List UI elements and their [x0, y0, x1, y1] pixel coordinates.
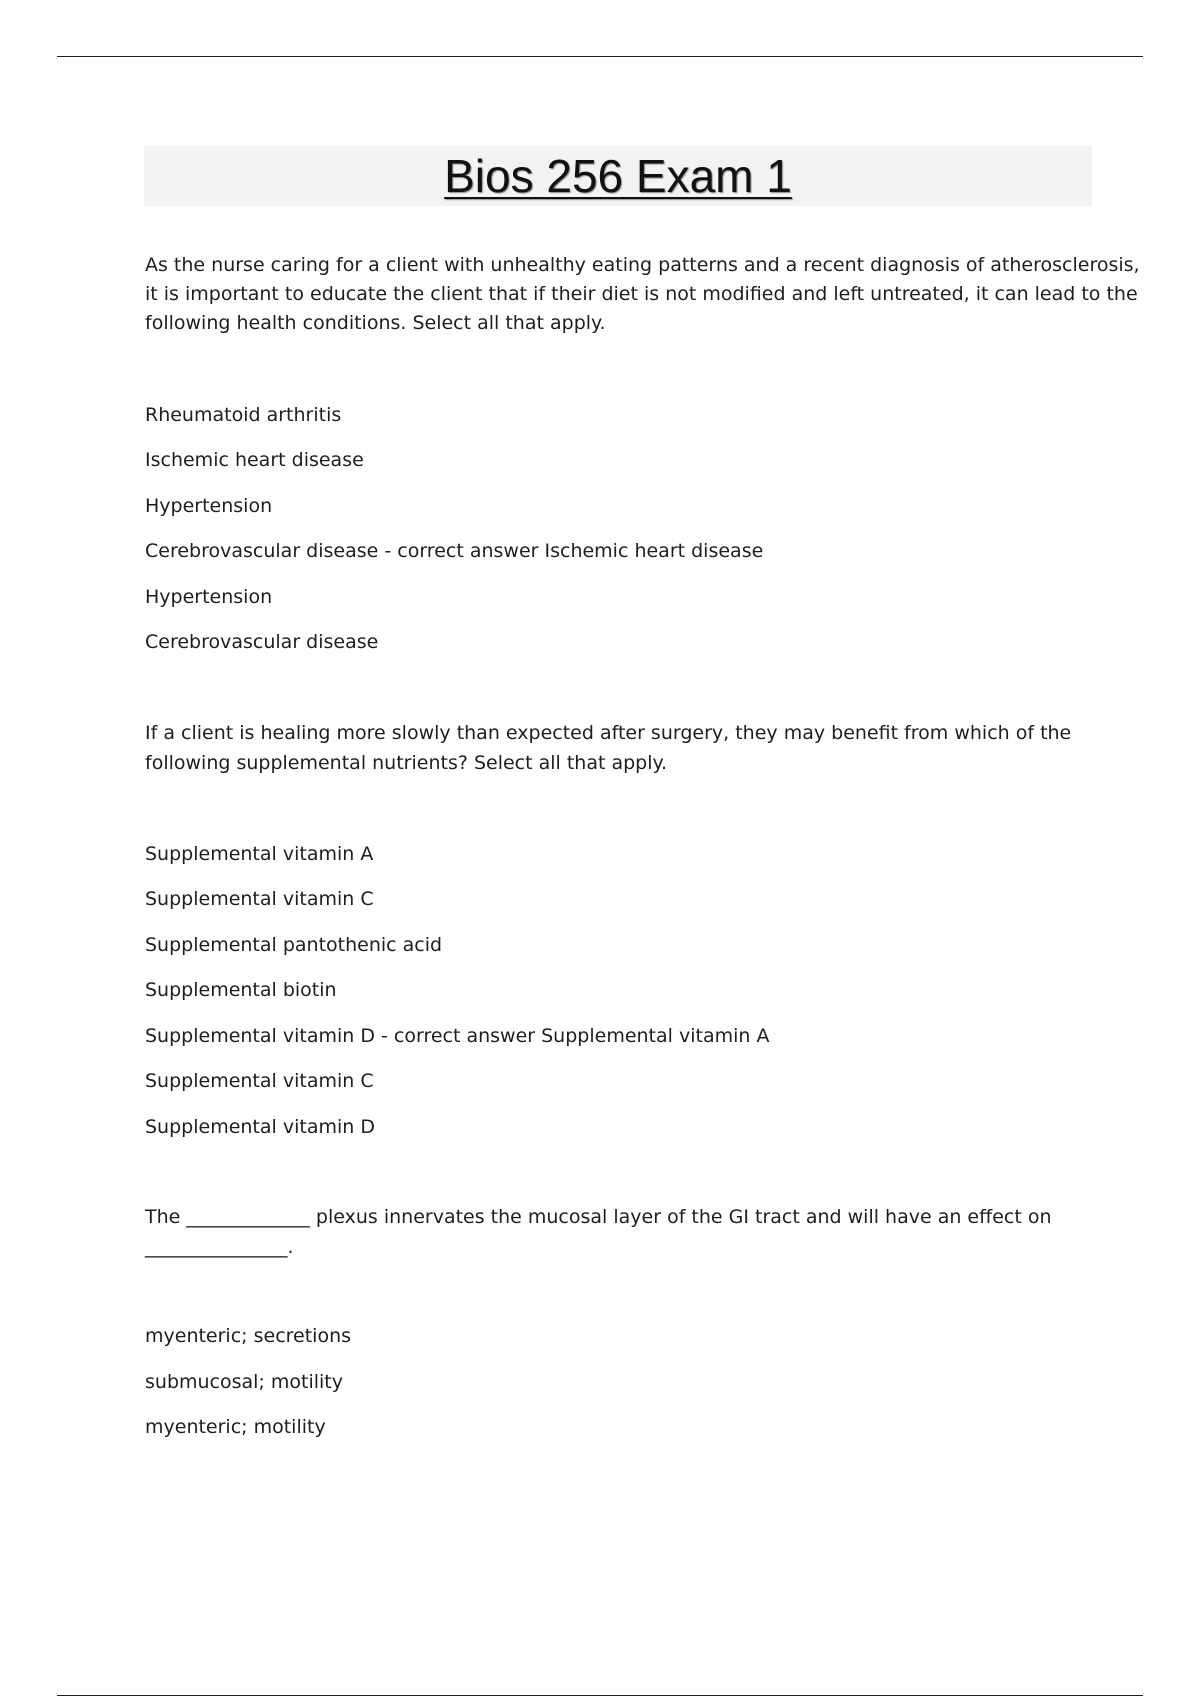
- bottom-rule: [57, 1695, 1143, 1696]
- q2-prompt-line-2: following supplemental nutrients? Select all that apply.: [145, 752, 668, 774]
- q1-prompt-line-1: As the nurse caring for a client with unhealthy eating patterns and a recent diagnosis of atherosclerosis,: [145, 254, 1140, 276]
- q2-prompt-line-1: If a client is healing more slowly than expected after surgery, they may benefit from which of the: [145, 722, 1072, 744]
- q1-option: Rheumatoid arthritis: [145, 404, 342, 426]
- q2-option-answer: Supplemental vitamin D - correct answer Supplemental vitamin A: [145, 1025, 770, 1047]
- q1-option: Cerebrovascular disease: [145, 631, 379, 653]
- q3-option: myenteric; secretions: [145, 1325, 352, 1347]
- q3-option: submucosal; motility: [145, 1371, 343, 1393]
- q2-option: Supplemental vitamin C: [145, 888, 374, 910]
- q2-option: Supplemental vitamin D: [145, 1116, 375, 1138]
- q2-option: Supplemental biotin: [145, 979, 337, 1001]
- document-title: Bios 256 Exam 1: [444, 150, 792, 202]
- q1-prompt-line-3: following health conditions. Select all that apply.: [145, 312, 606, 334]
- q1-option-answer: Cerebrovascular disease - correct answer Ischemic heart disease: [145, 540, 764, 562]
- q1-option: Hypertension: [145, 586, 273, 608]
- q2-option: Supplemental pantothenic acid: [145, 934, 443, 956]
- q1-option: Hypertension: [145, 495, 273, 517]
- q3-prompt-line-2: _______________.: [145, 1236, 294, 1258]
- q3-option: myenteric; motility: [145, 1416, 326, 1438]
- q2-option: Supplemental vitamin C: [145, 1070, 374, 1092]
- top-rule: [57, 56, 1143, 57]
- q3-prompt-line-1: The _____________ plexus innervates the mucosal layer of the GI tract and will have an effect on: [145, 1206, 1052, 1228]
- q1-prompt-line-2: it is important to educate the client that if their diet is not modified and left untreated, it can lead to the: [145, 283, 1138, 305]
- title-band: [144, 146, 1092, 206]
- q2-option: Supplemental vitamin A: [145, 843, 374, 865]
- q1-option: Ischemic heart disease: [145, 449, 364, 471]
